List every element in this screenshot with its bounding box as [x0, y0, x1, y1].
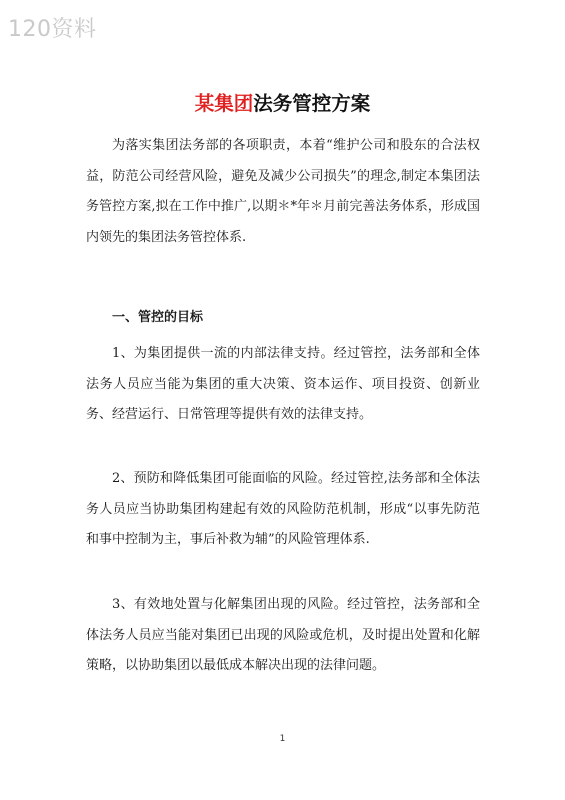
goal-item-3: 3、有效地处置与化解集团出现的风险。经过管控，法务部和全体法务人员应当能对集团已出现的风险或危机，及时提出处置和化解策略，以协助集团以最低成本解决出现的法律问题。 — [86, 597, 480, 673]
document-title — [0, 88, 565, 116]
watermark-logo: 120资料 — [8, 17, 97, 42]
page-number: 1 — [279, 734, 286, 744]
goal-item-1: 1、为集团提供一流的内部法律支持。经过管控，法务部和全体法务人员应当能为集团的重大决策、资本运作、项目投资、创新业务、经营运行、日常管理等提供有效的法律支持。 — [86, 346, 480, 422]
title-rest: 法务管控方案 — [253, 92, 371, 115]
section-heading: 一、管控的目标 — [112, 310, 204, 325]
goal-item-2: 2、预防和降低集团可能面临的风险。经过管控,法务部和全体法务人员应当协助集团构建起有效的风险防范机制，形成“以事先防范和事中控制为主，事后补救为辅”的风险管理体系. — [86, 471, 480, 547]
title-highlight: 某集团 — [194, 92, 254, 115]
intro-paragraph: 为落实集团法务部的各项职责，本着“维护公司和股东的合法权益，防范公司经营风险，避免及减少公司损失”的理念,制定本集团法务管控方案,拟在工作中推广,以期＊*年＊月前完善法务体系，形成国内领先的集团法务管控体系. — [86, 138, 480, 245]
